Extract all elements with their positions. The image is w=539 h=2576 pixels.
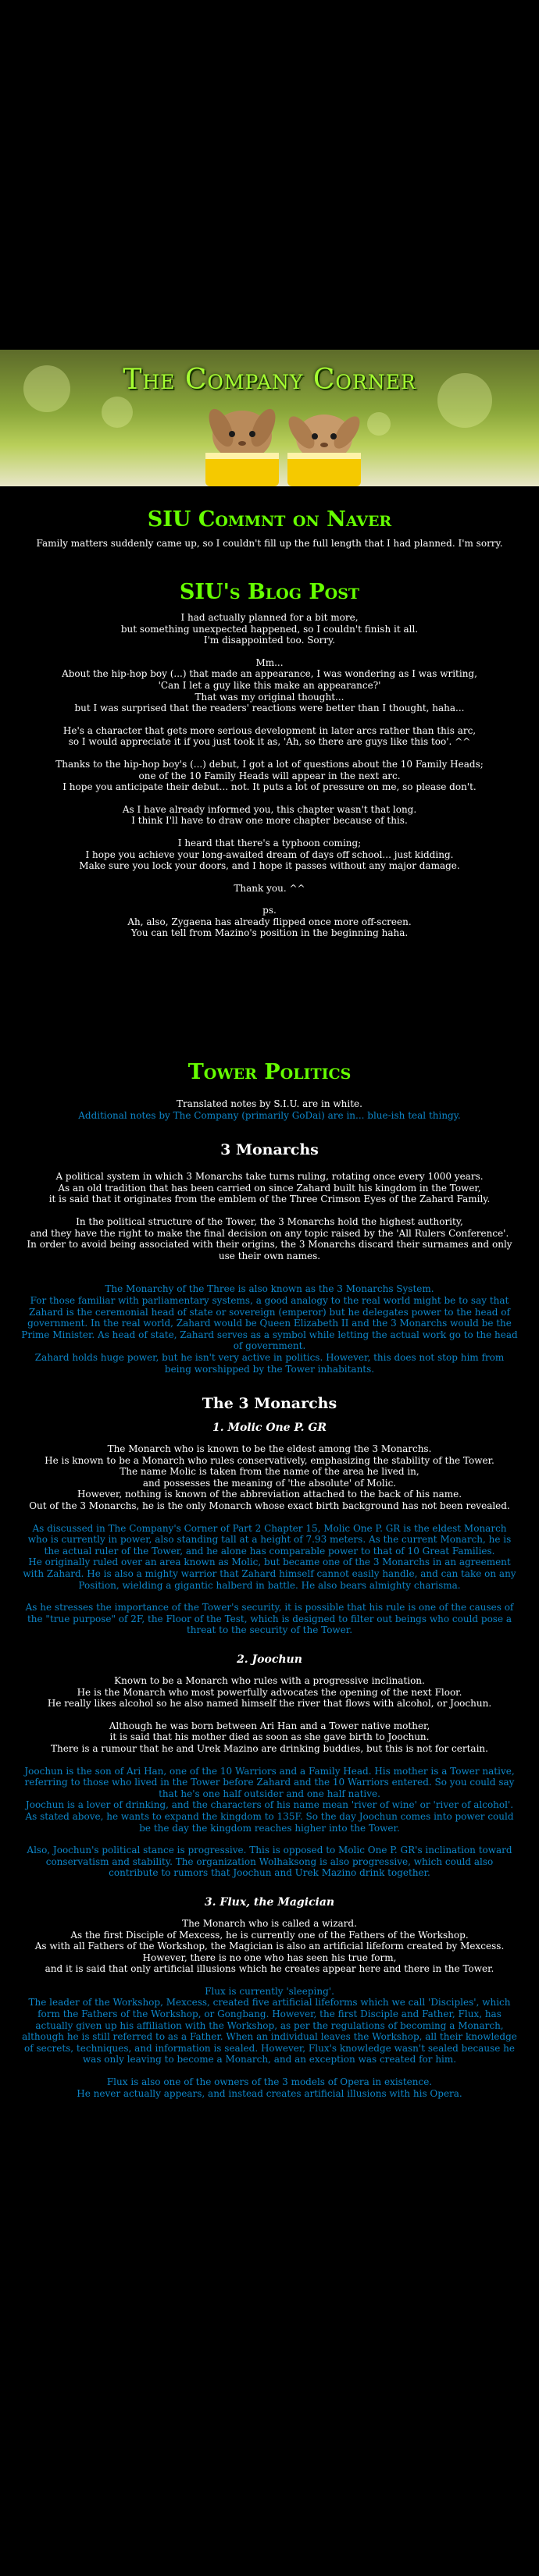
text-line: He never actually appears, and instead creates artificial illusions with his Opera. <box>77 2087 462 2099</box>
blog-paragraph <box>0 883 539 895</box>
intro-white-2 <box>0 1216 539 1261</box>
banner-title: The Company Corner <box>123 364 416 396</box>
blog-paragraph <box>0 905 539 939</box>
text-line: He really likes alcohol so he also named himself the river that flows with alcohol, or Joochun. <box>47 1698 492 1710</box>
blog-section <box>0 580 539 939</box>
blog-paragraph <box>0 804 539 827</box>
text-line: but I was surprised that the readers' reactions were better than I thought, haha... <box>74 703 465 714</box>
politics-title: Tower Politics <box>187 1060 352 1084</box>
text-line: He is known to be a Monarch who rules conservatively, emphasizing the stability of the Tower. <box>45 1454 494 1466</box>
text-line: However, there is no one who has seen his true form, <box>142 1952 397 1963</box>
text-line: so I would appreciate it if you just took it as, 'Ah, so there are guys like this too'. ^^ <box>68 736 471 748</box>
text-line: form the Fathers of the Workshop, or Gongbang. However, the first Disciple and Father, Flux, has <box>37 2008 502 2020</box>
text-line: The name Molic is taken from the name of the area he lived in, <box>120 1466 419 1478</box>
intro-white-1 <box>0 1171 539 1205</box>
text-line: I hope you anticipate their debut... not. It puts a lot of pressure on me, so please don't. <box>62 781 477 793</box>
text-line: That was my original thought... <box>195 691 344 703</box>
banner <box>0 350 539 486</box>
text-line: As stated above, he wants to expand the kingdom to 135F. So the day Joochun comes into power could <box>25 1810 514 1822</box>
monarch-2-white-1 <box>0 1675 539 1710</box>
text-line: conservatism and stability. The organization Wolhaksong is also progressive, which could also <box>45 1856 494 1867</box>
text-line: and it is said that only artificial illusions which he creates appear here and there in the Tower. <box>45 1963 494 1975</box>
text-line: threat to the security of the Tower. <box>186 1624 353 1636</box>
monarch-2-blue-1 <box>0 1766 539 1834</box>
text-line: Thank you. ^^ <box>234 882 305 894</box>
text-line: ps. <box>262 905 277 916</box>
comment-section <box>0 507 539 550</box>
text-line: Zahard is the ceremonial head of state or sovereign (emperor) but he delegates power to the head of <box>29 1306 510 1318</box>
text-line: but something unexpected happened, so I couldn't finish it all. <box>120 623 419 635</box>
monarch-3-blue-1 <box>0 1986 539 2065</box>
text-line: The Monarch who is called a wizard. <box>182 1917 357 1929</box>
text-line: As he stresses the importance of the Tower's security, it is possible that his rule is one of the causes of <box>25 1602 514 1614</box>
text-line: Joochun is a lover of drinking, and the characters of his name mean 'river of wine' or 'river of alcohol'. <box>25 1799 514 1811</box>
text-line: 'Can I let a guy like this make an appearance?' <box>158 679 381 691</box>
monarch-1-white <box>0 1443 539 1512</box>
text-line: As with all Fathers of the Workshop, the Magician is also an artificial lifeform created by Mexcess. <box>34 1941 505 1952</box>
monarch-3-white <box>0 1918 539 1975</box>
text-line: actually given up his affiliation with the Workshop, as per the regulations of becoming a Monarch, <box>35 2019 504 2031</box>
text-line: one of the 10 Family Heads will appear in the next arc. <box>138 770 401 781</box>
blog-body <box>0 612 539 939</box>
text-line: contribute to rumors that Joochun and Urek Mazino drink together. <box>109 1867 430 1879</box>
text-line: it is said that it originates from the emblem of the Three Crimson Eyes of the Zahard Family. <box>48 1194 491 1205</box>
monarch-3-blue-2 <box>0 2076 539 2099</box>
text-line: He is the Monarch who most powerfully advocates the opening of the next Floor. <box>77 1686 462 1698</box>
text-line: Prime Minister. As head of state, Zahard serves as a symbol while letting the actual work go to the head <box>21 1329 518 1340</box>
monarch-1-heading: 1. Molic One P. GR <box>212 1421 327 1435</box>
bunny-left-image <box>199 381 285 486</box>
text-line: Although he was born between Ari Han and a Tower native mother, <box>109 1720 430 1731</box>
text-line: As I have already informed you, this chapter wasn't that long. <box>122 803 417 815</box>
blog-paragraph <box>0 759 539 793</box>
text-line: The Monarchy of the Three is also known as the 3 Monarchs System. <box>105 1283 434 1295</box>
text-line: There is a rumour that he and Urek Mazino are drinking buddies, but this is not for certain. <box>51 1742 488 1754</box>
monarch-1-blue-2 <box>0 1602 539 1636</box>
comment-text: Family matters suddenly came up, so I couldn't fill up the full length that I had planned. I'm sorry. <box>36 538 503 549</box>
text-line: As discussed in The Company's Corner of Part 2 Chapter 15, Molic One P. GR is the eldest Monarch <box>32 1522 507 1534</box>
text-line: Joochun is the son of Ari Han, one of the 10 Warriors and a Family Head. His mother is a Tower native, <box>24 1765 515 1777</box>
text-line: In order to avoid being associated with their origins, the 3 Monarchs discard their surnames and only <box>27 1239 512 1251</box>
text-line: He originally ruled over an area known as Molic, but became one of the 3 Monarchs in an agreement <box>28 1557 511 1568</box>
text-line: of government. <box>233 1340 306 1352</box>
note-blue: Additional notes by The Company (primarily GoDai) are in... blue-ish teal thingy. <box>78 1109 461 1121</box>
text-line: Thanks to the hip-hop boy's (...) debut, I got a lot of questions about the 10 Family Heads; <box>55 758 484 770</box>
text-line: Flux is also one of the owners of the 3 models of Opera in existence. <box>106 2076 433 2088</box>
text-line: Ah, also, Zygaena has already flipped once more off-screen. <box>127 916 412 927</box>
text-line: and they have the right to make the final decision on any topic raised by the 'All Rulers Conference'. <box>30 1227 509 1239</box>
monarch-2-heading: 2. Joochun <box>237 1653 302 1666</box>
text-line: For those familiar with parliamentary systems, a good analogy to the real world might be to say that <box>30 1294 509 1306</box>
monarch-1-blue-1 <box>0 1523 539 1592</box>
text-line: In the political structure of the Tower, the 3 Monarchs hold the highest authority, <box>76 1215 463 1227</box>
text-line: of secrets, techniques, and information is sealed. However, Flux's knowledge wasn't sealed because he <box>24 2042 515 2054</box>
text-line: although he is still referred to as a Father. When an individual leaves the Workshop, all their knowledge <box>22 2031 517 2043</box>
text-line: Position, wielding a gigantic halberd in battle. He also bears almighty charisma. <box>78 1579 461 1591</box>
text-line: be the day the kingdom reaches higher into the Tower. <box>139 1822 400 1834</box>
text-line: with Zahard. He is also a mighty warrior that Zahard himself cannot easily handle, and can take on any <box>23 1568 516 1580</box>
text-line: A political system in which 3 Monarchs take turns ruling, rotating once every 1000 years. <box>55 1171 484 1183</box>
text-line: and possesses the meaning of 'the absolute' of Molic. <box>142 1477 397 1489</box>
text-line: who is currently in power, also standing tall at a height of 7.93 meters. As the current Monarch, he is <box>27 1534 512 1546</box>
monarch-2-white-2 <box>0 1720 539 1755</box>
text-line: Mm... <box>255 656 284 668</box>
text-line: As an old tradition that has been carried on since Zahard built his kingdom in the Tower, <box>58 1182 481 1194</box>
text-line: However, nothing is known of the abbreviation attached to the back of his name. <box>77 1489 462 1500</box>
note-white: Translated notes by S.I.U. are in white. <box>177 1098 362 1109</box>
text-line: About the hip-hop boy (...) that made an appearance, I was wondering as I was writing, <box>62 668 477 680</box>
text-line: that he's one half outsider and one half native. <box>159 1788 380 1799</box>
text-line: I think I'll have to draw one more chapter because of this. <box>131 815 408 827</box>
text-line: I heard that there's a typhoon coming; <box>177 837 362 849</box>
text-line: I'm disappointed too. Sorry. <box>203 635 336 646</box>
blog-paragraph <box>0 838 539 872</box>
the3-heading: The 3 Monarchs <box>202 1395 337 1413</box>
monarchs-heading: 3 Monarchs <box>220 1141 319 1159</box>
text-line: The Monarch who is known to be the eldest among the 3 Monarchs. <box>107 1443 432 1455</box>
bunny-right-image <box>281 387 367 486</box>
text-line: being worshipped by the Tower inhabitants. <box>164 1363 375 1375</box>
text-line: the "true purpose" of 2F, the Floor of the Test, which is designed to filter out beings who could pose a <box>27 1613 512 1624</box>
comment-title: SIU Commnt on Naver <box>147 507 392 532</box>
text-line: Known to be a Monarch who rules with a progressive inclination. <box>114 1675 425 1686</box>
text-line: use their own names. <box>218 1250 321 1261</box>
text-line: He's a character that gets more serious development in later arcs rather than this arc, <box>62 724 477 736</box>
text-line: I hope you achieve your long-awaited dream of days off school... just kidding. <box>85 849 454 860</box>
text-line: Flux is currently 'sleeping'. <box>205 1985 334 1997</box>
blog-paragraph <box>0 725 539 748</box>
monarch-3-heading: 3. Flux, the Magician <box>204 1895 335 1909</box>
blog-title: SIU's Blog Post <box>179 580 360 604</box>
text-line: government. In the real world, Zahard would be Queen Elizabeth II and the 3 Monarchs would be the <box>27 1318 512 1329</box>
text-line: referring to those who lived in the Tower before Zahard and the 10 Warriors entered. So you could say <box>24 1777 515 1788</box>
text-line: Make sure you lock your doors, and I hope it passes without any major damage. <box>79 860 460 872</box>
blog-paragraph <box>0 612 539 646</box>
text-line: Also, Joochun's political stance is progressive. This is opposed to Molic One P. GR's inclination toward <box>27 1845 512 1856</box>
text-line: Out of the 3 Monarchs, he is the only Monarch whose exact birth background has not been revealed. <box>29 1500 510 1512</box>
text-line: As the first Disciple of Mexcess, he is currently one of the Fathers of the Workshop. <box>70 1929 469 1941</box>
text-line: the actual ruler of the Tower, and he alone has comparable power to that of 10 Great Families. <box>44 1545 495 1557</box>
text-line: You can tell from Mazino's position in the beginning haha. <box>130 927 409 939</box>
text-line: Zahard holds huge power, but he isn't very active in politics. However, this does not stop him from <box>34 1351 505 1363</box>
text-line: was only leaving to become a Monarch, and an exception was created for him. <box>82 2054 457 2065</box>
text-line: it is said that his mother died as soon as she gave birth to Joochun. <box>109 1731 430 1743</box>
blog-paragraph <box>0 657 539 714</box>
politics-section <box>0 1060 539 2099</box>
text-line: The leader of the Workshop, Mexcess, created five artificial lifeforms which we call 'Disciples', which <box>28 1997 511 2008</box>
text-line: I had actually planned for a bit more, <box>180 612 359 623</box>
monarch-2-blue-2 <box>0 1845 539 1879</box>
intro-blue <box>0 1283 539 1375</box>
